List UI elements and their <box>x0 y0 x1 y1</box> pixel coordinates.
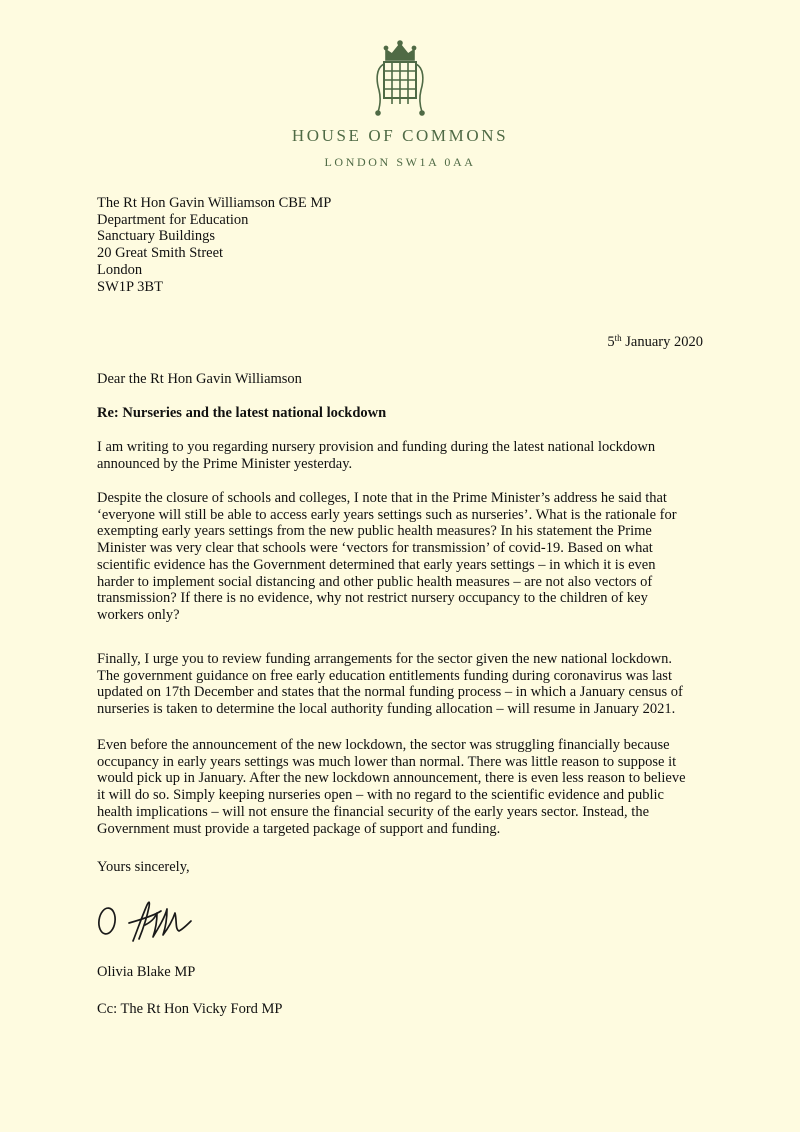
date-day: 5 <box>607 334 615 350</box>
paragraph-line: Even before the announcement of the new lockdown, the sector was struggling financially because <box>97 737 670 753</box>
portcullis-crest-icon <box>370 40 430 116</box>
paragraph-line: scientific evidence has the Government determined that early years settings – in which it is even <box>97 556 656 573</box>
letter-date <box>607 333 703 351</box>
salutation: Dear the Rt Hon Gavin Williamson <box>97 371 302 387</box>
closing: Yours sincerely, <box>97 859 190 875</box>
paragraph-line: it will do so. Simply keeping nurseries open – with no regard to the scientific evidence and public <box>97 787 664 804</box>
paragraph-line: The government guidance on free early education entitlements funding during coronavirus was last <box>97 667 672 684</box>
paragraph-line: updated on 17th December and states that the normal funding process – in which a January census of <box>97 684 683 701</box>
paragraph-line: announced by the Prime Minister yesterday. <box>97 455 353 472</box>
cc-line: Cc: The Rt Hon Vicky Ford MP <box>97 1001 283 1017</box>
handwritten-signature <box>95 893 205 949</box>
paragraph-line: transmission? If there is no evidence, why not restrict nursery occupancy to the children of key <box>97 590 648 607</box>
paragraph-line: occupancy in early years settings was much lower than normal. There was little reason to suppose it <box>97 753 677 770</box>
body-paragraph <box>97 490 717 624</box>
paragraph-line: ‘everyone will still be able to access early years settings such as nurseries’. What is the rationale for <box>97 506 677 523</box>
body-paragraph <box>97 737 717 837</box>
paragraph-line: health implications – will not ensure the financial security of the early years sector. Instead, the <box>97 803 650 820</box>
letterhead-title: HOUSE OF COMMONS <box>291 126 509 145</box>
paragraph-line: would pick up in January. After the new lockdown announcement, there is even less reason to believe <box>97 770 686 787</box>
subject-line: Re: Nurseries and the latest national lockdown <box>97 405 387 421</box>
recipient-line: SW1P 3BT <box>97 278 163 295</box>
paragraph-line: Government must provide a targeted package of support and funding. <box>97 820 501 837</box>
recipient-line: The Rt Hon Gavin Williamson CBE MP <box>97 195 332 211</box>
recipient-line: Sanctuary Buildings <box>97 228 216 245</box>
recipient-line: Department for Education <box>97 211 249 228</box>
paragraph-line: harder to implement social distancing and other public health measures – are not also vectors of <box>97 573 653 590</box>
date-suffix: th <box>614 333 622 343</box>
paragraph-line: I am writing to you regarding nursery provision and funding during the latest national lockdown <box>97 439 656 455</box>
letterhead-address: LONDON SW1A 0AA <box>324 155 476 169</box>
recipient-address <box>97 195 331 295</box>
recipient-line: London <box>97 261 143 278</box>
date-rest: January 2020 <box>621 334 703 350</box>
paragraph-line: Minister was very clear that schools were ‘vectors for transmission’ of covid-19. Based on what <box>97 540 653 557</box>
paragraph-line: workers only? <box>97 606 180 623</box>
paragraph-line: exempting early years settings from the new public health measures? In his statement the Prime <box>97 523 652 540</box>
recipient-line: 20 Great Smith Street <box>97 245 224 262</box>
paragraph-line: Despite the closure of schools and colleges, I note that in the Prime Minister’s address he said that <box>97 490 667 506</box>
signer-name: Olivia Blake MP <box>97 964 196 980</box>
paragraph-line: Finally, I urge you to review funding arrangements for the sector given the new national lockdown. <box>97 651 673 667</box>
body-paragraph <box>97 651 717 718</box>
paragraph-line: nurseries is taken to determine the local authority funding allocation – will resume in January 2021. <box>97 701 676 718</box>
body-paragraph <box>97 439 717 472</box>
